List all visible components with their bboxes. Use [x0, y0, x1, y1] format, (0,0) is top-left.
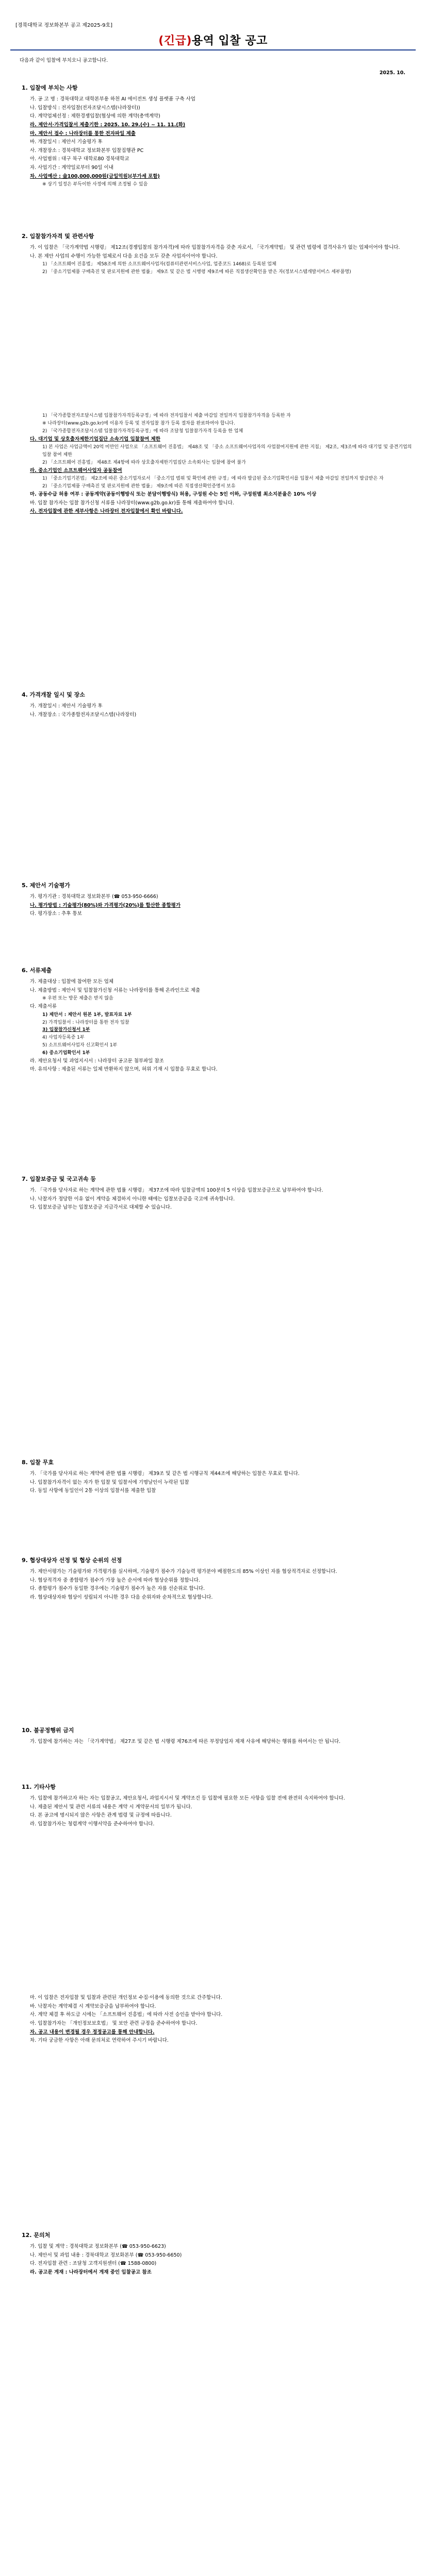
section-heading: 7. 입찰보증금 및 국고귀속 등 — [22, 1176, 96, 1182]
list-item: 가. 입찰에 참가하고자 하는 자는 입찰공고, 제안요청서, 과업지시서 및 계약조건 등 입찰에 필요한 모든 사항을 입찰 전에 완전히 숙지하여야 합니다. — [30, 1795, 345, 1801]
list-item: 나. 본 제안 사업의 수행이 가능한 업체로서 다음 요건을 모두 갖춘 사업자이어야 합니다. — [30, 253, 218, 259]
section-heading: 5. 제안서 기술평가 — [22, 882, 70, 889]
section-11-continued — [22, 1994, 414, 2045]
list-item: 2) 「중소기업제품 구매촉진 및 판로지원에 관한 법률」 제9조에 따른 직접생산확인증명서 보유 — [42, 484, 236, 489]
list-item: 가. 입찰에 참가하는 자는 「국가계약법」 제27조 및 같은 법 시행령 제76조에 따른 부정당업자 제재 사유에 해당하는 행위를 하여서는 안 됩니다. — [30, 1739, 341, 1744]
list-item: 가. 제안서평가는 기술평가와 가격평가를 실시하며, 기술평가 점수가 기술능력 평가분야 배점한도의 85% 이상인 자를 협상적격자로 선정합니다. — [30, 1569, 337, 1574]
section-heading: 8. 입찰 무효 — [22, 1459, 54, 1466]
list-item: 나. 입찰참가자격이 없는 자가 한 입찰 및 입찰서에 기명날인이 누락된 입찰 — [30, 1479, 189, 1485]
list-item: 가. 제출대상 : 입찰에 참여한 모든 업체 — [30, 979, 113, 985]
list-item: 1) 「국가종합전자조달시스템 입찰참가자격등록규정」에 따라 전자입찰서 제출 마감일 전일까지 입찰참가자격을 등록한 자 — [42, 413, 291, 418]
page-title — [0, 32, 426, 48]
section-5 — [22, 881, 414, 919]
list-item: 마. 이 입찰은 전자입찰 및 입찰과 관련된 개인정보 수집·이용에 동의한 것으로 간주합니다. — [30, 1995, 222, 2001]
section-9 — [22, 1556, 414, 1602]
list-item: 마. 유의사항 : 제출된 서류는 일체 반환하지 않으며, 허위 기재 시 입찰을 무효로 합니다. — [30, 1066, 218, 1073]
note-text: ※ 상기 일정은 부득이한 사정에 의해 조정될 수 있음 — [42, 182, 148, 188]
note-text: ※ 나라장터(www.g2b.go.kr)에 이용자 등록 및 전자입찰 참가 등록 절차를 완료하여야 합니다. — [42, 420, 235, 426]
list-item: 다. 평가장소 : 추후 통보 — [30, 911, 82, 917]
list-item: 2) 「소프트웨어 진흥법」 제48조 제4항에 따라 상호출자제한기업집단 소속회사는 입찰에 참여 불가 — [42, 460, 246, 465]
list-item: 바. 낙찰자는 계약체결 시 계약보증금을 납부하여야 합니다. — [30, 2003, 156, 2009]
section-2 — [22, 232, 414, 276]
list-item: 자. 공고 내용이 변경될 경우 정정공고를 통해 안내합니다. — [30, 2029, 155, 2035]
list-item: 1) 「중소기업기본법」 제2조에 따른 중소기업자로서 「중소기업 범위 및 확인에 관한 규정」에 따라 발급된 중소기업확인서를 입찰서 제출 마감일 전일까지 발급받은 자 — [42, 476, 384, 482]
list-item: 2) 「국가종합전자조달시스템 입찰참가자격등록규정」에 따라 조달청 입찰참가자격 등록을 한 업체 — [42, 428, 243, 434]
title-main: 용역 입찰 공고 — [191, 35, 268, 47]
list-item: 라. 제안요청서 및 과업지시서 : 나라장터 공고문 첨부파일 참조 — [30, 1058, 164, 1064]
section-heading: 1. 입찰에 부치는 사항 — [22, 84, 78, 91]
list-item: 사. 개찰장소 : 경북대학교 정보화본부 입찰집행관 PC — [30, 147, 144, 154]
list-item: 가. 입찰 및 계약 : 경북대학교 정보화본부 (☎ 053-950-6623) — [30, 2244, 166, 2249]
section-10 — [22, 1726, 414, 1747]
list-item: 사. 전자입찰에 관한 세부사항은 나라장터 전자입찰에서 확인 바랍니다. — [30, 509, 183, 515]
list-item: 가. 평가기관 : 경북대학교 정보화본부 (☎ 053-950-6666) — [30, 894, 158, 900]
section-heading: 12. 문의처 — [22, 2232, 51, 2239]
intro-text: 다음과 같이 입찰에 부치오니 공고합니다. — [20, 58, 108, 63]
list-item: 1) 제안서 : 제안서 원본 1부, 발표자료 1부 — [42, 1012, 132, 1018]
list-item: 라. 중소기업인 소프트웨어사업자 공동참여 — [30, 467, 122, 473]
section-heading: 9. 협상대상자 선정 및 협상 순위의 선정 — [22, 1557, 122, 1564]
list-item: 차. 기타 궁금한 사항은 아래 문의처로 연락하여 주시기 바랍니다. — [30, 2038, 169, 2044]
notice-reference: [경북대학교 정보화본부 공고 제2025-9호] — [15, 23, 112, 28]
list-item: 차. 사업예산 : 金100,000,000원(금일억원)(부가세 포함) — [30, 173, 160, 179]
list-item: 바. 개찰일시 : 제안서 기술평가 후 — [30, 139, 103, 145]
list-item: 바. 입찰 참가자는 입찰 참가신청 서류를 나라장터(www.g2b.go.kr)를 통해 제출하여야 합니다. — [30, 500, 234, 506]
section-8 — [22, 1458, 414, 1496]
section-1 — [22, 83, 414, 189]
list-item: 나. 낙찰자가 정당한 이유 없이 계약을 체결하지 아니한 때에는 입찰보증금을 국고에 귀속합니다. — [30, 1196, 235, 1202]
list-item: 다. 전자입찰 관련 : 조달청 고객지원센터 (☎ 1588-0800) — [30, 2261, 157, 2267]
section-7 — [22, 1175, 414, 1212]
section-heading: 2. 입찰참가자격 및 관련사항 — [22, 233, 94, 240]
list-item: 라. 공고문 게재 : 나라장터에서 게재 중인 입찰공고 참조 — [30, 2269, 152, 2275]
list-item: 나. 제출된 제안서 및 관련 서류의 내용은 계약 시 계약문서의 일부가 됩니다. — [30, 1804, 192, 1810]
section-heading: 11. 기타사항 — [22, 1784, 56, 1790]
list-item: 5) 소프트웨어사업자 신고확인서 1부 — [42, 1043, 118, 1048]
list-item: 아. 입찰참가자는 「개인정보보호법」 및 보안 관련 규정을 준수하여야 합니다. — [30, 2020, 198, 2026]
section-heading: 10. 불공정행위 금지 — [22, 1727, 74, 1734]
list-item: 다. 본 공고에 명시되지 않은 사항은 관계 법령 및 규정에 따릅니다. — [30, 1812, 172, 1819]
list-item: 가. 「국가를 당사자로 하는 계약에 관한 법률 시행령」 제37조에 따라 입찰금액의 100분의 5 이상을 입찰보증금으로 납부하여야 합니다. — [30, 1188, 323, 1193]
list-item: 나. 개찰장소 : 국가종합전자조달시스템(나라장터) — [30, 711, 137, 718]
list-item: 다. 대기업 및 상호출자제한기업집단 소속기업 입찰참여 제한 — [30, 436, 160, 442]
list-item: 다. 동일 사항에 동일인이 2통 이상의 입찰서를 제출한 입찰 — [30, 1488, 156, 1494]
list-item: 다. 종합평가 점수가 동일한 경우에는 기술평가 점수가 높은 자를 선순위로 합니다. — [30, 1586, 205, 1592]
list-item: 나. 제출방법 : 제안서 및 입찰참가신청 서류는 나라장터를 통해 온라인으로 제출 — [30, 987, 201, 993]
list-item: 나. 평가방법 : 기술평가(80%)와 가격평가(20%)를 합산한 종합평가 — [30, 902, 181, 908]
list-item: 나. 협상적격자 중 종합평가 점수가 가장 높은 순서에 따라 협상순위를 정합니다. — [30, 1577, 200, 1583]
list-item: 다. 계약업체선정 : 제한경쟁입찰(협상에 의한 계약(총액계약) — [30, 113, 160, 120]
section-6 — [22, 966, 414, 1074]
list-item: 나. 입찰방식 : 전자입찰(전자조달시스템(나라장터)) — [30, 105, 140, 111]
list-item: 3) 입찰참가신청서 1부 — [42, 1027, 90, 1033]
list-item: 가. 개찰일시 : 제안서 기술평가 후 — [30, 703, 103, 709]
list-item: 가. 「국가를 당사자로 하는 계약에 관한 법률 시행령」 제39조 및 같은 법 시행규칙 제44조에 해당하는 입찰은 무효로 합니다. — [30, 1471, 300, 1477]
list-item: 다. 입찰보증금 납부는 입찰보증금 지급각서로 대체할 수 있습니다. — [30, 1205, 172, 1211]
list-item: 라. 제안서·가격입찰서 제출기한 : 2025. 10. 29.(수) ~ 11. 11.(화) — [30, 122, 186, 128]
section-12 — [22, 2231, 414, 2277]
list-item: 나. 제안서 및 과업 내용 : 경북대학교 정보화본부 (☎ 053-950-6650) — [30, 2252, 182, 2258]
list-item: 라. 입찰참가자는 청렴계약 이행서약을 준수하여야 합니다. — [30, 1821, 155, 1827]
list-item: 1) 「소프트웨어 진흥법」 제58조에 의한 소프트웨어사업자(컴퓨터관련서비스사업, 업종코드 1468)로 등록된 업체 — [42, 262, 276, 267]
list-item: 아. 사업범위 : 대구 북구 대학로80 경북대학교 — [30, 156, 129, 162]
section-heading: 6. 서류제출 — [22, 967, 52, 974]
list-item: 자. 사업기간 : 계약일로부터 90일 이내 — [30, 165, 113, 171]
list-item: 2) 「중소기업제품 구매촉진 및 판로지원에 관한 법률」 제9조 및 같은 법 시행령 제9조에 따른 직접생산확인을 받은 자(정보시스템개발서비스 세부품명) — [42, 269, 351, 275]
list-item: 1) 본 사업은 사업금액이 20억 미만인 사업으로 「소프트웨어 진흥법」 제48조 및 「중소 소프트웨어사업자의 사업참여지원에 관한 지침」 제2조, 제3조에 따라 대기업 및 중견기업의 입찰 참여 제한 — [42, 445, 412, 457]
section-11 — [22, 1783, 414, 1829]
title-divider — [10, 49, 416, 50]
list-item: 가. 공 고 명 : 경북대학교 대학본부용 하천 AI 에이전트 생성 플랫폼 구축 사업 — [30, 96, 195, 102]
list-item: 사. 계약 체결 후 하도급 시에는 「소프트웨어 진흥법」에 따라 사전 승인을 받아야 합니다. — [30, 2012, 223, 2018]
list-item: 다. 제출서류 — [30, 1004, 57, 1010]
note-text: ※ 우편 또는 방문 제출은 받지 않음 — [42, 996, 113, 1002]
list-item: 마. 제안서 접수 : 나라장터를 통한 전자파일 제출 — [30, 130, 136, 137]
list-item: 라. 협상대상자와 협상이 성립되지 아니한 경우 다음 순위자와 순차적으로 협상합니다. — [30, 1594, 213, 1600]
list-item: 4) 사업자등록증 1부 — [42, 1035, 85, 1041]
section-4 — [22, 690, 414, 719]
list-item: 6) 중소기업확인서 1부 — [42, 1050, 90, 1056]
title-urgent: (긴급) — [158, 35, 192, 47]
section-2-continued — [22, 412, 414, 516]
list-item: 가. 이 입찰은 「국가계약법 시행령」 제12조(경쟁입찰의 참가자격)에 따라 입찰참가자격을 갖춘 자로서, 「국가계약법」 및 관련 법령에 결격사유가 없는 업체이어야 합니다. — [30, 245, 400, 250]
list-item: 마. 공동수급 허용 여부 : 공동계약(공동이행방식 또는 분담이행방식) 허용, 구성원 수는 5인 이하, 구성원별 최소지분율은 10% 이상 — [30, 492, 317, 497]
list-item: 2) 가격입찰서 : 나라장터를 통한 전자 입찰 — [42, 1020, 129, 1025]
section-heading: 4. 가격개찰 일시 및 장소 — [22, 691, 85, 698]
notice-date: 2025. 10. — [379, 70, 405, 76]
